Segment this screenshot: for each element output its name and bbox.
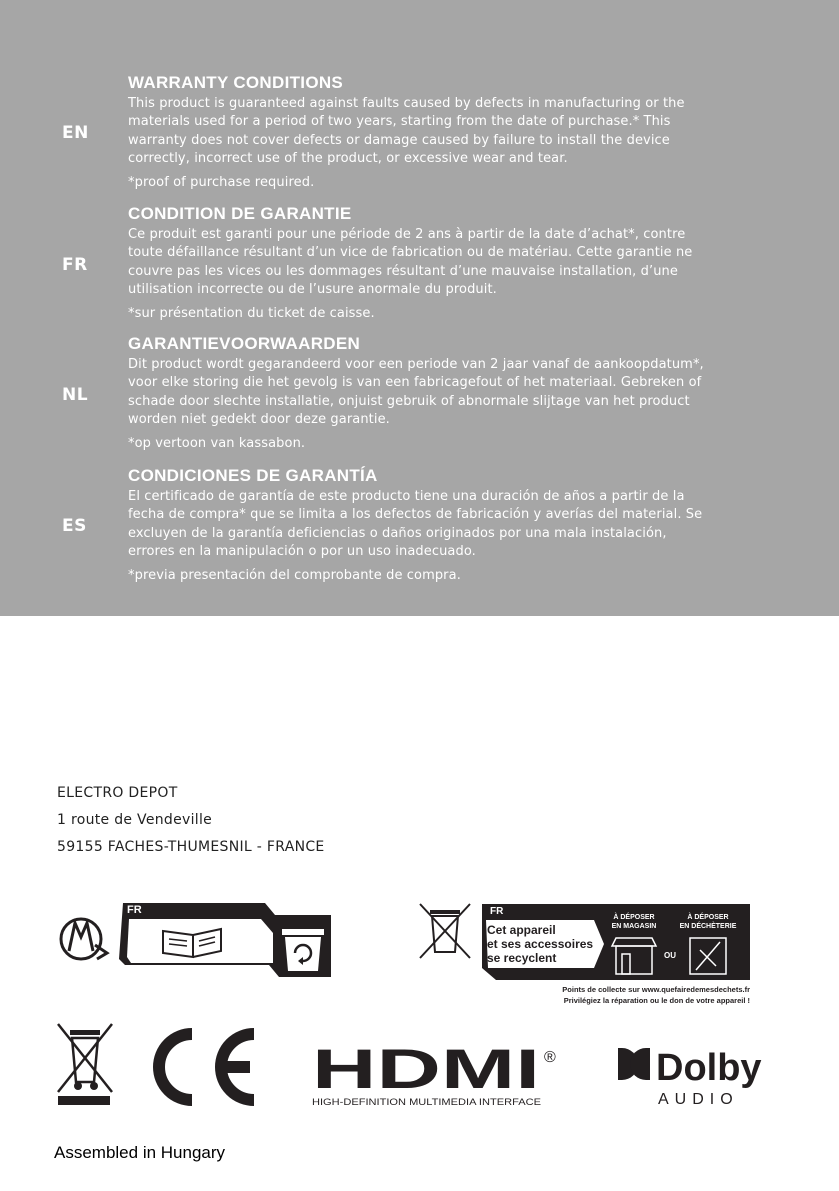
weee-bin-icon [56, 1022, 114, 1106]
dolby-sub: AUDIO [658, 1091, 739, 1108]
warranty-body-es: El certificado de garantía de este producto tiene una duración de años a partir de la fecha de compra* que se limita a los defectos de fabricación y averías del material. Se excluyen de la garantía deficiencias o daños originados por una mala instalación, errores en la manipulación o por un uso inadecuado. [128, 489, 703, 559]
warranty-body-en: This product is guaranteed against faults caused by defects in manufacturing or the materials used for a period of two years, starting from the date of purchase.* This warranty does not cover defects or damage caused by failure to install the device correctly, incorrect use of the product, or excessive wear and tear. [128, 96, 685, 166]
recycle-footer-1: Points de collecte sur www.quefairedemesdechets.fr [562, 985, 750, 994]
warranty-note-es: *previa presentación del comprobante de compra. [128, 568, 461, 584]
warranty-section-en [128, 73, 710, 192]
crossed-out-bin-icon [420, 904, 470, 958]
triman-icon [61, 919, 107, 959]
recycle-fr-badge: FR [490, 906, 504, 917]
assembled-in-label: Assembled in Hungary [54, 1143, 226, 1162]
triman-logo [55, 893, 345, 985]
hdmi-registered: ® [544, 1049, 556, 1066]
warranty-note-nl: *op vertoon van kassabon. [128, 436, 306, 452]
warranty-body-fr: Ce produit est garanti pour une période de 2 ans à partir de la date d’achat*, contre toute défaillance résultant d’un vice de fabrication ou de matériau. Cette garantie ne couvre pas les vices ou les dommages résultant d’une mauvaise installation, d’une utilisation incorrecte ou de l’usure anormale du produit. [128, 227, 693, 297]
address-line-city: 59155 FACHES-THUMESNIL - FRANCE [57, 839, 325, 855]
ou-label: OU [664, 951, 676, 960]
ce-mark-icon [138, 1028, 260, 1106]
store-label-1: À DÉPOSER [613, 914, 655, 921]
warranty-section-nl [128, 334, 710, 453]
dolby-name: Dolby [656, 1047, 762, 1089]
warranty-section-fr [128, 204, 710, 323]
recycle-footer-2: Privilégiez la réparation ou le don de votre appareil ! [563, 996, 750, 1005]
warranty-section-es [128, 466, 710, 585]
manufacturer-address [57, 780, 325, 861]
address-line-street: 1 route de Vendeville [57, 812, 213, 828]
warranty-body-nl: Dit product wordt gegarandeerd voor een periode van 2 jaar vanaf de aankoopdatum*, voor elke storing die het gevolg is van een fabricagefout of het materiaal. Gebreken of schade door slechte installatie, onjuist gebruik of abnormale slijtage van het product worden niet gedekt door deze garantie. [128, 357, 704, 427]
lang-label-en: EN [62, 123, 89, 143]
recycle-line-1: Cet appareil [487, 923, 556, 937]
lang-label-nl: NL [62, 385, 89, 405]
dolby-audio-logo [616, 1044, 778, 1108]
store-label-2: EN MAGASIN [611, 923, 657, 930]
address-line-company: ELECTRO DEPOT [57, 785, 178, 801]
dolby-double-d-icon [618, 1048, 650, 1080]
hdmi-tagline: HIGH-DEFINITION MULTIMEDIA INTERFACE [312, 1097, 541, 1108]
hdmi-logo [312, 1044, 564, 1108]
warranty-title-en: WARRANTY CONDITIONS [128, 73, 344, 92]
warranty-title-es: CONDICIONES DE GARANTÍA [128, 466, 378, 485]
warranty-note-fr: *sur présentation du ticket de caisse. [128, 306, 375, 322]
recycling-info-logo [416, 900, 756, 1010]
recycle-line-3: se recyclent [487, 951, 557, 965]
dump-label-2: EN DÉCHÈTERIE [679, 923, 737, 930]
hdmi-mark: HDMI [312, 1044, 540, 1100]
triman-fr-badge: FR [127, 904, 142, 916]
warranty-title-nl: GARANTIEVOORWAARDEN [128, 334, 361, 353]
warranty-note-en: *proof of purchase required. [128, 175, 315, 191]
lang-label-fr: FR [62, 255, 88, 275]
warranty-title-fr: CONDITION DE GARANTIE [128, 204, 352, 223]
recycle-line-2: et ses accessoires [487, 937, 594, 951]
dump-label-1: À DÉPOSER [687, 914, 729, 921]
lang-label-es: ES [62, 516, 87, 536]
